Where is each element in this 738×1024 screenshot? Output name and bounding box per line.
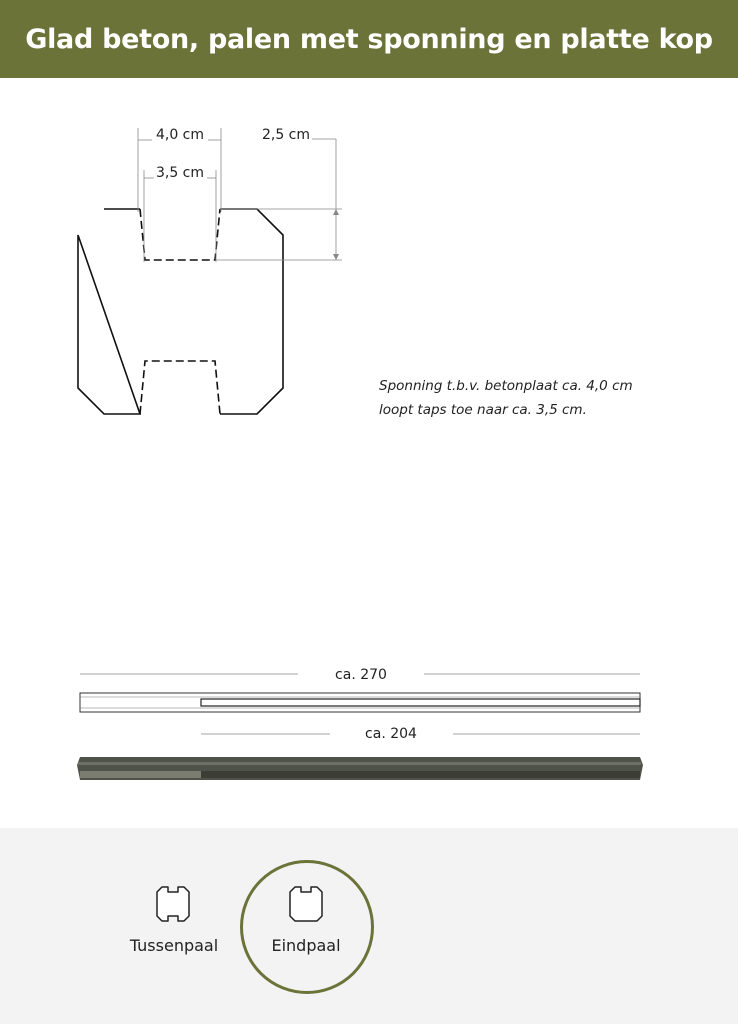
page-header xyxy=(0,0,738,78)
groove-length-label: ca. 204 xyxy=(365,726,417,742)
dimension-depth xyxy=(216,127,342,260)
dim-inner-width-label: 3,5 cm xyxy=(155,165,205,181)
variant-tussenpaal[interactable] xyxy=(110,884,238,964)
dim-depth-label: 2,5 cm xyxy=(261,127,311,143)
dimension-inner-width xyxy=(144,165,216,262)
variant-label: Tussenpaal xyxy=(129,936,219,955)
technical-drawing xyxy=(0,78,738,828)
post-cross-section-outline xyxy=(78,209,283,414)
groove-note: Sponning t.b.v. betonplaat ca. 4,0 cm loopt taps toe naar ca. 3,5 cm. xyxy=(379,378,633,418)
bottom-groove xyxy=(140,361,220,414)
top-groove xyxy=(140,209,220,260)
dimension-groove-length xyxy=(201,726,640,742)
eindpaal-icon xyxy=(286,884,326,924)
page-title: Glad beton, palen met sponning en platte kop xyxy=(25,23,713,55)
tussenpaal-icon xyxy=(153,884,193,924)
post-side-render xyxy=(77,757,643,780)
variant-selector xyxy=(0,828,738,1024)
variant-eindpaal[interactable] xyxy=(242,884,370,964)
post-side-outline xyxy=(80,693,640,712)
variant-label: Eindpaal xyxy=(271,936,341,955)
dimension-total-length xyxy=(80,667,640,683)
total-length-label: ca. 270 xyxy=(335,667,387,683)
dim-outer-width-label: 4,0 cm xyxy=(155,127,205,143)
